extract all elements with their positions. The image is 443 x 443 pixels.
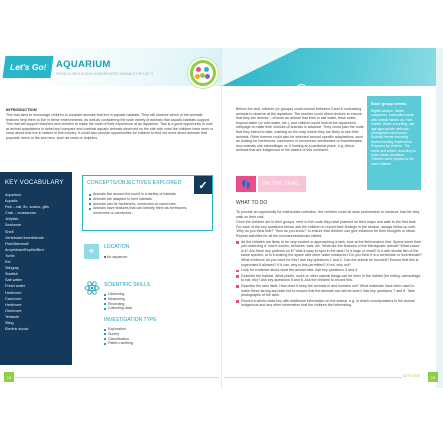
investigation-item: Survey: [104, 332, 133, 337]
resources-heading: RESOURCES AND PREPARATION: [310, 86, 406, 92]
left-header: [0, 48, 221, 86]
introduction-section: [6, 107, 216, 141]
introduction-heading: INTRODUCTION: [6, 107, 37, 112]
location-heading: LOCATION: [104, 244, 130, 250]
group-needs-heading: Each group needs:: [371, 101, 408, 106]
skill-item: Collecting data: [104, 306, 132, 311]
vocab-item: Vertebrate/Invertebrate: [5, 235, 44, 240]
trail-step: As the children are likely to be very excited or approaching a tank, look at the fish/creature first. Spend some time just observing it: how it moves, behaves, eats, etc. What are the features of the fish/aquatic animal? What colour is it? Are there any patterns on it? Was it easy to spot in the tank? Is it large or small? Is it with similar fish of the same species, or is it sharing the space with other water creatures? Do you think it is a vertebrate or invertebrate? What evidence do you have for this? Ask key questions 1 and 2. Can the animal be touched? Ensure that this is supervised if allowed? If it can, why is this permitted? If not, why not?: [236, 240, 422, 268]
vocab-item: Aquarium: [5, 193, 22, 197]
checkmark-icon: ✓: [194, 176, 212, 194]
vocab-item: Eel: [5, 260, 11, 265]
logo-faces-icon: [193, 63, 213, 83]
vocab-item: Stingray: [5, 266, 19, 271]
page-gutter: [221, 48, 222, 388]
vocab-item: Shell: [5, 229, 14, 234]
scientific-skills-heading: SCIENTIFIC SKILLS: [104, 282, 151, 288]
vocab-item: Carnivore: [5, 296, 22, 301]
concept-item: Animals have features that can identify them as herbivores, omnivores or carnivores.: [89, 206, 197, 216]
what-to-do-heading: WHAT TO DO: [236, 200, 268, 206]
concepts-heading: CONCEPTS/OBJECTIVES EXPLORED: [87, 180, 182, 186]
what-to-do-body: Once the children are in their groups, refer to the route they have planned on their maps and walk to the first tank. For each of the key questions below, ask the children to record their findings in the section, always follow up with, 'Why do you think that?' 'How do you know?' to ensure that children can give evidence for their thoughts or ideas. Repeat activities for all the enclosures/animals visited.: [236, 220, 417, 238]
investigation-item: Classification: [104, 337, 133, 342]
on-the-trail-text: ON THE TRAIL: [262, 181, 300, 187]
investigation-item: Exploration: [104, 327, 133, 332]
trail-step: Describe the habitat. What plants, rocks or other natural things can be seen in the habitat (for hiding, camouflage, to eat, etc)? Ask key questions 5 and 6. Ask the children to record this.: [236, 274, 422, 283]
vocab-item: Sting: [5, 320, 14, 325]
concept-item: Animals are adapted to their habitats.: [89, 197, 197, 202]
series-logo-icon: [188, 58, 218, 88]
footprints-icon: 👣: [236, 176, 256, 192]
concept-item: Animals can be herbivores, omnivores or carnivores.: [89, 202, 197, 207]
resources-body: Before the visit, children (or groups) could choose between 3 and 6 contrasting animals to observe at the aquarium. The teacher could direct choices to ensure that they are diverse – choose an animal that lives in salt water, fresh water, tropical water (or cold water, etc.), and children could look at the aquarium's webpage to make their choices of animals in advance. They could plan the route that they intend to take, marking on the map where they are likely to see their animals. Other themes could also be selected around specific adaptations, such as looking for herbivores, carnivores or omnivores; vertebrates or invertebrates; how animals use camouflage; or, if looking at a particular place, e.g. Africa, animals that are indigenous to the waters of this continent.: [236, 107, 364, 153]
page-number-right: 15: [428, 372, 438, 382]
introduction-body: This trail aims to encourage children to consider animals that live in aquatic habitats. They will observe which of the animals' features help them to live in these environments, as well as considering the wide variety of animals that aquatic habitats support. This trail will support teachers and children to make the most of their experience at an aquarium. This is a good opportunity to look at animal adaptations in detail and compare and contrast aquatic animals observed on the site with ones the children have seen or know about that live in waters in this country. It could also provide opportunities for children to find out more about animals that populate rivers or the sea here, such as seals or dolphins.: [6, 113, 214, 140]
footer-rule-left: [14, 377, 219, 378]
page-subtitle: FROM CURIOUS AND UNDERWATER ANIMALS PROJECT: [56, 72, 154, 76]
vocab-item: Electric shock: [5, 327, 29, 332]
group-needs-body: Digital camera. Tablet computers. Laminated cards with animal names on. Fact sheets. Water-recording, use age appropriate methods - photographs and sound. Suitably verbal recording devices/writing implements. Prepared by children. The same and written recording to order house problems. Children must prepare to the ones children.: [371, 109, 416, 166]
right-header: [222, 48, 443, 86]
vocab-item: Crab – crustacean: [5, 211, 37, 216]
vocab-item: Aquatic: [5, 199, 18, 204]
what-to-do-section: [236, 210, 422, 308]
skill-item: Observing: [104, 292, 132, 297]
vocab-item: Fresh water: [5, 284, 26, 289]
lets-go-text: Let's Go!: [9, 62, 47, 72]
vocab-item: Herbivore: [5, 290, 22, 295]
footer-label: LET'S GO!: [403, 374, 421, 378]
vocab-item: Starfish: [5, 272, 18, 277]
lets-go-badge: [2, 56, 53, 78]
vocab-item: Seahorse: [5, 223, 22, 228]
vocab-item: Turtle: [5, 253, 15, 258]
trail-step: Record a whole-class key with additional information on the animal, e.g. in which country/waters is the animal indigenous and any other information that the children find interesting.: [236, 299, 422, 308]
vocab-item: Jellyfish: [5, 217, 19, 222]
key-vocabulary-heading: KEY VOCABULARY: [5, 180, 64, 186]
location-pin-icon: ⌖: [84, 244, 99, 259]
page-edge-strip: [436, 48, 443, 388]
page-number-left: 14: [4, 372, 14, 382]
vocab-item: Herbivore: [5, 302, 22, 307]
investigation-type-list: [104, 327, 133, 346]
page-title: AQUARIUM: [56, 59, 111, 70]
atom-icon: [84, 280, 100, 296]
key-vocabulary-panel: [0, 172, 72, 365]
concepts-check: [160, 176, 212, 196]
investigation-item: Pattern seeking: [104, 341, 133, 346]
skill-item: Recording: [104, 302, 132, 307]
trail-step: Describe the tank itself. How does it keep the animals in and humans out? What materials have been used to make these strong and safe but to ensure that the animals can still be seen? Ask key questions 7 and 8. Take photographs of the tank.: [236, 284, 422, 298]
on-the-trail-heading: [258, 176, 306, 192]
resources-icon: [296, 84, 307, 95]
footer-rule-right: [224, 377, 402, 378]
skill-item: Measuring: [104, 297, 132, 302]
scientific-skills-list: [104, 292, 132, 311]
investigation-type-heading: INVESTIGATION TYPE: [104, 317, 157, 323]
vocab-item: Omnivore: [5, 308, 22, 313]
trail-step: Look for evidence about what the animal eats. Ask key questions 3 and 4.: [236, 268, 422, 273]
vocab-item: Fish – tail, fin, scales, gills: [5, 205, 49, 210]
vocab-item: Tentacle: [5, 314, 20, 319]
vocab-item: Salt water: [5, 278, 22, 283]
vocab-item: Fish/Mammal/ Amphibian/Reptile/Bird: [5, 241, 44, 252]
what-to-do-intro: To provide an opportunity for maths/data collection, the children could all wear pedometers to measure how far they walk on their visit.: [236, 210, 420, 219]
location-value: ■ An aquarium: [104, 255, 128, 259]
group-needs-box: [367, 96, 421, 190]
concept-item: Animals live around the world in a variety of habitats.: [89, 192, 197, 197]
